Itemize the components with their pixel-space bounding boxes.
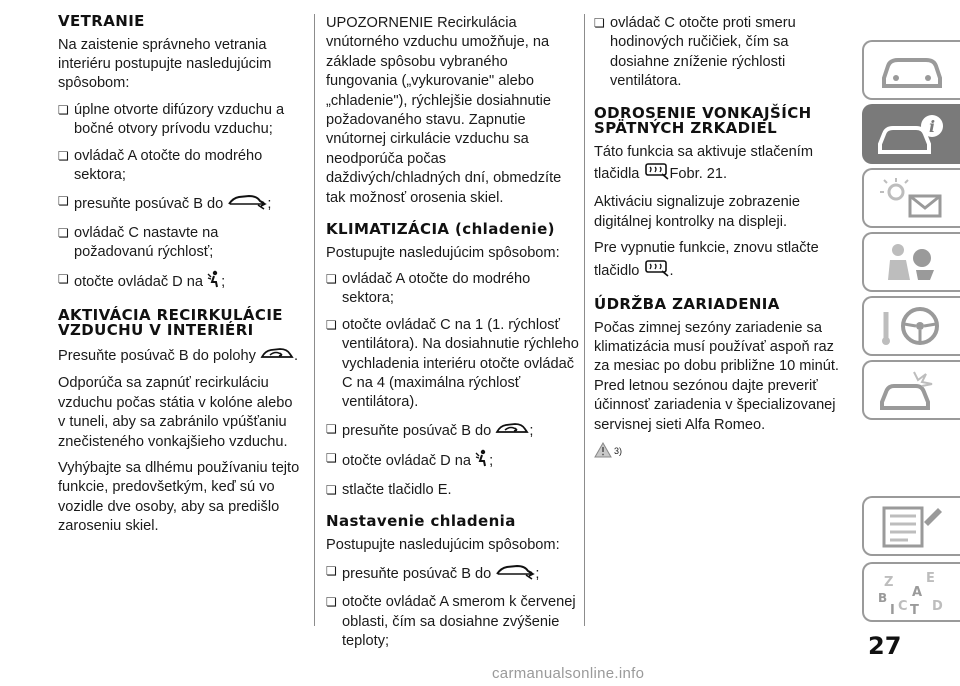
tab-car-info[interactable] — [862, 104, 960, 164]
mirror-defrost-button-icon — [644, 162, 670, 186]
warning-triangle-icon — [594, 442, 612, 464]
recirculation-icon — [495, 420, 529, 442]
heading-cooling-adjustment: Nastavenie chladenia — [326, 512, 516, 531]
heading-maintenance: ÚDRŽBA ZARIADENIA — [594, 295, 780, 314]
bullet-item — [326, 420, 582, 442]
paragraph: Počas zimnej sezóny zariadenie sa klimatizácia musí používať aspoň raz za mesiac po dobu približne 10 minút. Pred letnou sezónou dajte preveriť účinnosť zariadenia v špecializovanej servisnej sieti Alfa Romeo. — [594, 319, 839, 433]
emergency-tab-icon — [876, 368, 948, 414]
index-tab-icon — [876, 570, 948, 616]
heading-ventilation: VETRANIE — [58, 12, 145, 30]
svg-text:D: D — [932, 599, 943, 614]
bullet-text-end: ; — [221, 273, 226, 290]
tab-specifications[interactable] — [862, 496, 960, 556]
paragraph: Postupujte nasledujúcim spôsobom: — [326, 244, 560, 261]
bullet-text: presuňte posúvač B do — [342, 422, 492, 439]
paragraph-text: Pre vypnutie funkcie, znovu stlačte tlačidlo — [594, 240, 819, 279]
tab-starting-driving[interactable] — [862, 296, 960, 356]
column-divider — [314, 14, 315, 626]
paragraph-text: Presuňte posúvač B do polohy — [58, 348, 256, 365]
paragraph-text-end: . — [669, 262, 674, 279]
steering-tools-tab-icon — [876, 304, 948, 350]
paragraph: Vyhýbajte sa dlhému používaniu tejto funkcie, predovšetkým, keď sú vo vozidle dve osoby, aby sa predišlo zaroseniu skiel. — [58, 460, 300, 535]
svg-text:I: I — [890, 603, 895, 616]
outside-air-icon — [495, 562, 535, 586]
column-divider — [584, 14, 585, 626]
tab-emergency[interactable] — [862, 360, 960, 420]
footer-watermark: carmanualsonline.info — [492, 665, 645, 682]
paragraph: Postupujte nasledujúcim spôsobom: — [326, 536, 560, 553]
svg-text:E: E — [926, 571, 935, 586]
bullet-text-end: ; — [489, 453, 494, 470]
bullet-text-end: ; — [529, 422, 534, 439]
note-reference: 3) — [614, 446, 623, 456]
paragraph: Aktiváciu signalizuje zobrazenie digitálnej kontrolky na displeji. — [594, 194, 801, 230]
bullet-item: ❏ stlačte tlačidlo E. — [326, 481, 582, 500]
bullet-text: otočte ovládač D na — [342, 453, 471, 470]
heading-mirror-defrost: ODROSENIE VONKAJŠÍCH SPÄTNÝCH ZRKADIEL — [594, 103, 812, 138]
paragraph: Na zaistenie správneho vetrania interiéru postupujte nasledujúcim spôsobom: — [58, 36, 272, 92]
warning-lights-tab-icon — [876, 176, 948, 222]
outside-air-icon — [227, 192, 267, 216]
bullet-item: ❏ úplne otvorte difúzory vzduchu a bočné otvory prívodu vzduchu; — [58, 101, 300, 140]
mirror-defrost-button-icon — [644, 259, 670, 283]
bullet-item — [326, 562, 582, 586]
bullet-text: presuňte posúvač B do — [342, 566, 492, 582]
paragraph — [594, 239, 850, 283]
bullet-item — [326, 449, 582, 473]
car-info-tab-icon — [876, 112, 948, 158]
bullet-item: ❏ otočte ovládač A smerom k červenej oblasti, čím sa dosiahne zvýšenie teploty; — [326, 593, 582, 651]
bullet-text: otočte ovládač D na — [74, 273, 203, 290]
paragraph-warning: UPOZORNENIE Recirkulácia vnútorného vzduchu umožňuje, na základe spôsobu vybraného fungovania („vykurovanie" alebo „chladenie"), rýchlejšie dosiahnutie požadovaného stavu. Zapnutie vnútornej cirkulácie vzduchu sa neodporúča počas daždivých/chladných dní, obmedzíte tak možnosť orosenia skiel. — [326, 15, 562, 206]
svg-text:Z: Z — [884, 575, 894, 590]
airflow-face-icon — [475, 449, 489, 473]
bullet-text-end: ; — [267, 196, 272, 213]
recirculation-icon — [260, 345, 294, 367]
bullet-item: ❏ ovládač A otočte do modrého sektora; — [326, 270, 582, 309]
paragraph-text-end: . — [294, 348, 299, 365]
safety-airbag-tab-icon — [876, 240, 948, 286]
bullet-item: ❏ ovládač A otočte do modrého sektora; — [58, 147, 300, 186]
figure-reference: Fobr. 21. — [669, 166, 728, 183]
airflow-face-icon — [207, 270, 221, 294]
tab-safety[interactable] — [862, 232, 960, 292]
paragraph — [58, 345, 300, 367]
heading-air-conditioning: KLIMATIZÁCIA (chladenie) — [326, 220, 555, 239]
svg-text:A: A — [912, 585, 923, 600]
tab-car-overview[interactable] — [862, 40, 960, 100]
car-tab-icon — [876, 48, 948, 94]
paragraph: Odporúča sa zapnúť recirkuláciu vzduchu počas státia v kolóne alebo v tuneli, aby sa zabránilo vpúšťaniu znečisteného vonkajšieho vzduchu. — [58, 375, 293, 450]
paragraph — [594, 143, 850, 187]
column-right — [594, 14, 850, 471]
bullet-item: ❏ ovládač C otočte proti smeru hodinových ručičiek, čím sa dosiahne zníženie rýchlosti ventilátora. — [594, 14, 850, 92]
column-left — [58, 14, 300, 544]
heading-recirculation: AKTIVÁCIA RECIRKULÁCIE VZDUCHU V INTERIÉRI — [58, 305, 283, 340]
tab-warning-lights[interactable] — [862, 168, 960, 228]
bullet-item — [58, 270, 300, 294]
svg-text:B: B — [878, 591, 888, 605]
warning-note — [594, 442, 850, 464]
column-middle — [326, 14, 582, 659]
bullet-item: ❏ otočte ovládač C na 1 (1. rýchlosť ventilátora). Na dosiahnutie rýchleho vychladenia interiéru otočte ovládač C na 4 (maximálna rýchlosť ventilátora). — [326, 316, 582, 413]
svg-text:i: i — [928, 117, 936, 136]
bullet-item: ❏ ovládač C nastavte na požadovanú rýchlosť; — [58, 224, 300, 263]
paragraph-text: Táto funkcia sa aktivuje stlačením tlačidla — [594, 143, 814, 183]
page-number: 27 — [868, 632, 902, 660]
bullet-text-end: ; — [535, 566, 540, 582]
tab-index[interactable] — [862, 562, 960, 622]
bullet-text: presuňte posúvač B do — [74, 196, 224, 213]
specifications-tab-icon — [876, 504, 948, 550]
svg-text:C: C — [898, 599, 908, 614]
svg-text:T: T — [910, 603, 919, 616]
bullet-item — [58, 192, 300, 216]
